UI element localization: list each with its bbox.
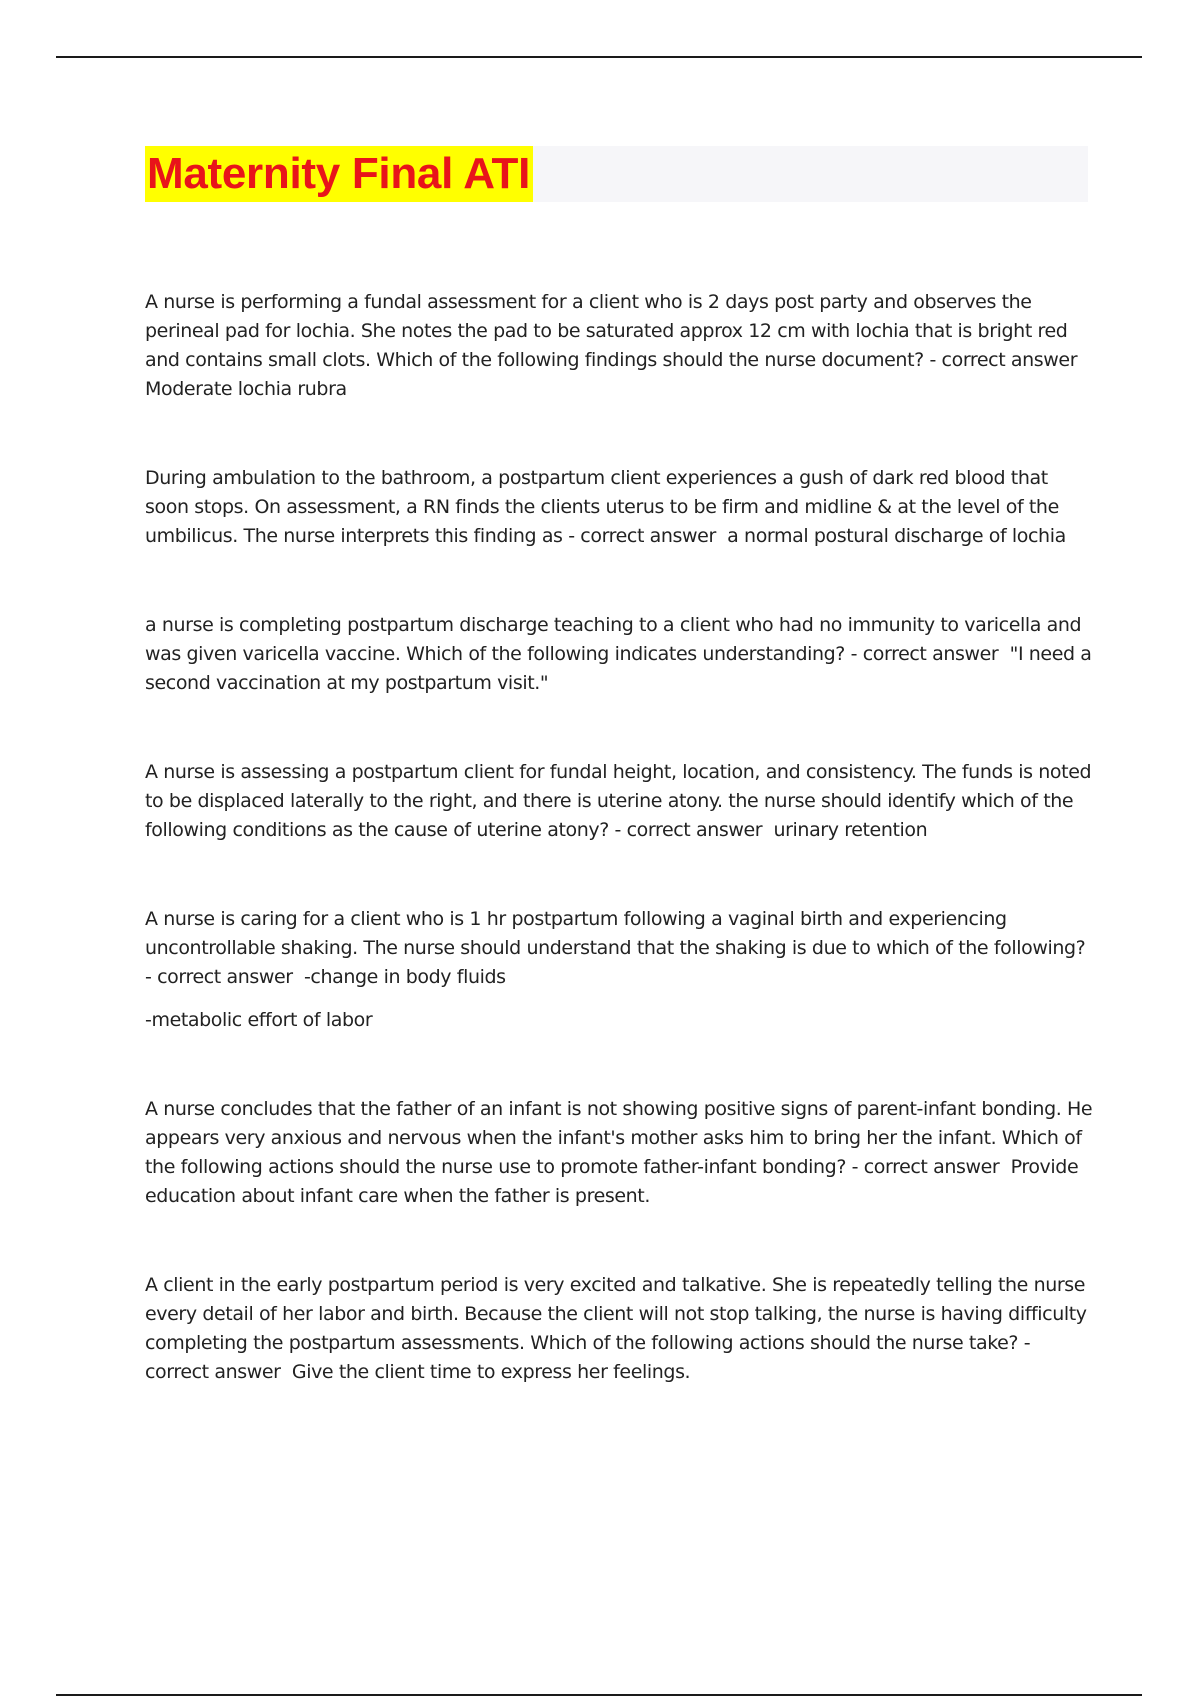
question-text: A nurse is assessing a postpartum client for fundal height, location, and consistency. The funds is noted to be displaced laterally to the right, and there is uterine atony. the nurse should identify which of the following conditions as the cause of uterine atony? - correct answer urinary retention	[145, 761, 1097, 841]
question-list	[145, 288, 1098, 1447]
question-item	[145, 1095, 1098, 1211]
question-text: A nurse concludes that the father of an infant is not showing positive signs of parent-infant bonding. He appears very anxious and nervous when the infant's mother asks him to bring her the infant. Which of the following actions should the nurse use to promote father-infant bonding? - correct answer Provide education about infant care when the father is present.	[145, 1098, 1098, 1207]
top-rule	[56, 56, 1142, 58]
question-item	[145, 1271, 1095, 1387]
question-item	[145, 611, 1098, 698]
document-title: Maternity Final ATI	[145, 146, 533, 202]
bottom-rule	[56, 1694, 1142, 1696]
question-item	[145, 758, 1095, 845]
question-text: A client in the early postpartum period is very excited and talkative. She is repeatedly telling the nurse every detail of her labor and birth. Because the client will not stop talking, the nurse is having difficulty completing the postpartum assessments. Which of the following actions should the nurse take? - correct answer Give the client time to express her feelings.	[145, 1274, 1093, 1383]
question-text: a nurse is completing postpartum discharge teaching to a client who had no immunity to varicella and was given varicella vaccine. Which of the following indicates understanding? - correct answer "I need a second vaccination at my postpartum visit."	[145, 614, 1098, 694]
question-text: During ambulation to the bathroom, a postpartum client experiences a gush of dark red blood that soon stops. On assessment, a RN finds the clients uterus to be firm and midline & at the level of the umbilicus. The nurse interprets this finding as - correct answer a normal postural discharge of lochia	[145, 467, 1066, 547]
question-text: A nurse is caring for a client who is 1 hr postpartum following a vaginal birth and experiencing uncontrollable shaking. The nurse should understand that the shaking is due to which of the following? - correct answer -change in body fluids	[145, 908, 1091, 988]
question-item	[145, 464, 1095, 551]
question-text: A nurse is performing a fundal assessment for a client who is 2 days post party and observes the perineal pad for lochia. She notes the pad to be saturated approx 12 cm with lochia that is bright red and contains small clots. Which of the following findings should the nurse document? - correct answer Moderate lochia rubra	[145, 291, 1083, 400]
answer-continuation: -metabolic effort of labor	[145, 1009, 373, 1031]
question-item	[145, 905, 1095, 1035]
question-item	[145, 288, 1095, 404]
